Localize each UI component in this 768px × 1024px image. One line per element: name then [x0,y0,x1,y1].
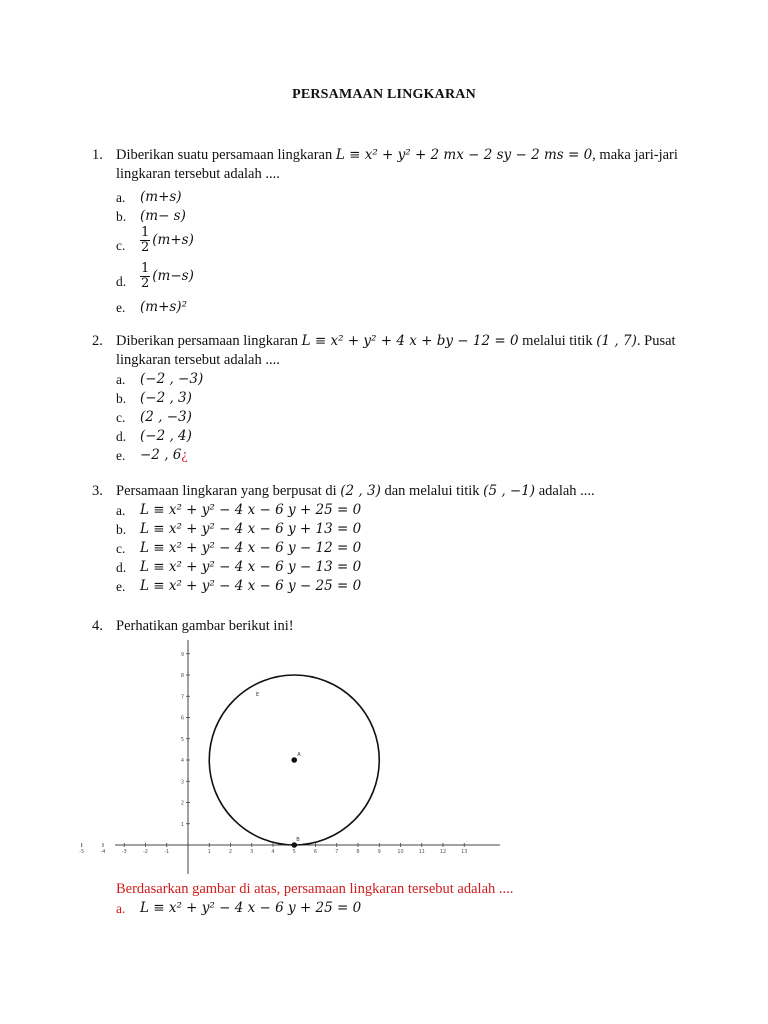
question-text-after: adalah .... [538,483,595,499]
x-tick-label: 9 [377,849,381,855]
option-c[interactable] [116,539,686,558]
option-label: c. [116,541,126,556]
option-value: (2 , −3) [140,409,192,425]
x-tick-label: 13 [461,849,468,855]
question-point-1: (2 , 3) [340,483,381,499]
option-label: a. [116,372,126,387]
option-value-tail: ¿ [181,447,188,463]
x-tick-label: -4 [100,849,106,855]
question-3 [92,482,686,596]
x-tick-label: -3 [121,849,127,855]
option-label: b. [116,209,127,224]
option-b[interactable] [116,389,686,408]
center-label: A [297,752,301,758]
y-tick-label: 6 [180,715,184,722]
option-label: e. [116,579,126,594]
x-tick-label: 4 [271,849,275,855]
question-text-before: Diberikan persamaan lingkaran [116,333,298,349]
option-b[interactable] [116,207,686,226]
y-tick-label: 2 [180,800,184,807]
edge-label: E [256,692,260,698]
x-tick-label: 5 [292,849,296,855]
fraction [140,262,150,291]
option-label: b. [116,522,127,537]
option-label: d. [116,429,127,444]
option-a[interactable] [116,501,686,520]
question-text-before: Diberikan suatu persamaan lingkaran [116,147,333,163]
option-value: −2 , 6 [140,447,182,463]
option-d[interactable] [116,262,686,298]
option-a[interactable] [116,899,686,918]
option-label: d. [116,274,127,289]
y-tick-label: 9 [180,651,184,658]
question-text-before: Persamaan lingkaran yang berpusat di [116,483,337,499]
question-number: 3. [92,483,103,499]
question-text [116,146,686,184]
y-tick-label: 8 [180,673,184,679]
option-a[interactable] [116,188,686,207]
option-value: (m+s) [152,232,194,248]
x-tick-label: 1 [207,849,211,855]
option-e[interactable] [116,577,686,596]
question-text-after: . Pusat lingkaran tersebut adalah .... [116,333,676,368]
question-1 [92,146,686,317]
tangent-point [291,842,297,848]
x-tick-label: 2 [228,849,233,855]
x-tick-label: 10 [397,849,404,855]
fraction-numerator: 1 [141,261,150,276]
x-tick-label: -5 [79,849,85,855]
option-value: (m+s)² [140,299,187,315]
x-tick-label: 12 [439,849,447,855]
question-text: Perhatikan gambar berikut ini! [116,618,294,634]
fraction [140,226,150,255]
question-number: 1. [92,147,103,163]
page-title: PERSAMAAN LINGKARAN [292,87,476,102]
question-text-after: , maka jari-jari lingkaran tersebut adalah .... [116,147,678,182]
question-4-prompt [92,880,686,918]
option-e[interactable] [116,298,686,317]
y-tick-label: 5 [180,736,184,743]
question-point-2: (5 , −1) [483,483,536,499]
option-d[interactable] [116,427,686,446]
option-value: (−2 , −3) [140,371,204,387]
question-equation: L ≡ x² + y² + 2 mx − 2 sy − 2 ms = 0 [335,147,593,163]
option-a[interactable] [116,370,686,389]
option-c[interactable] [116,226,686,262]
axis-ticks [79,652,467,855]
option-label: c. [116,410,126,425]
option-value: L ≡ x² + y² − 4 x − 6 y + 25 = 0 [140,900,362,916]
option-b[interactable] [116,520,686,539]
fraction-numerator: 1 [141,225,150,240]
option-label: d. [116,560,127,575]
option-label: e. [116,448,126,463]
option-label: a. [116,901,126,916]
question-2 [92,332,686,465]
tangent-label: B [296,837,300,843]
question-equation: L ≡ x² + y² + 4 x + by − 12 = 0 [301,333,519,349]
x-tick-label: -1 [164,849,170,855]
question-number: 2. [92,333,103,349]
option-c[interactable] [116,408,686,427]
option-value: (m−s) [152,268,194,284]
center-point [291,757,297,763]
question-prompt: Berdasarkan gambar di atas, persamaan lingkaran tersebut adalah .... [116,881,514,897]
fraction-denominator: 2 [141,276,150,291]
question-number: 4. [92,618,103,634]
option-value: L ≡ x² + y² − 4 x − 6 y + 25 = 0 [140,502,362,518]
option-value: (m+s) [140,189,182,205]
option-d[interactable] [116,558,686,577]
option-value: L ≡ x² + y² − 4 x − 6 y − 25 = 0 [140,578,362,594]
x-tick-label: 3 [250,849,254,855]
question-4 [92,617,686,636]
option-e[interactable] [116,446,686,465]
y-tick-label: 3 [180,779,184,786]
option-label: b. [116,391,127,406]
option-label: a. [116,503,126,518]
option-value: (−2 , 4) [140,428,192,444]
question-text [116,482,686,501]
x-tick-label: 7 [335,849,339,855]
x-tick-label: -2 [143,849,148,855]
question-text-mid: dan melalui titik [384,483,480,499]
fraction-denominator: 2 [141,240,150,255]
option-value: L ≡ x² + y² − 4 x − 6 y + 13 = 0 [140,521,362,537]
option-value: (−2 , 3) [140,390,192,406]
option-label: e. [116,300,126,315]
y-tick-label: 1 [180,821,184,828]
question-text-mid: melalui titik [522,333,593,349]
option-value: L ≡ x² + y² − 4 x − 6 y − 13 = 0 [140,559,362,575]
circle-figure [79,638,510,878]
question-text [116,332,686,370]
x-tick-label: 6 [313,849,318,855]
y-tick-label: 7 [180,694,184,701]
option-label: c. [116,238,126,253]
x-tick-label: 11 [418,849,425,855]
option-value: L ≡ x² + y² − 4 x − 6 y − 12 = 0 [140,540,362,556]
question-point: (1 , 7) [596,333,637,349]
option-label: a. [116,190,126,205]
y-tick-label: 4 [180,758,184,764]
x-tick-label: 8 [356,849,360,855]
option-value: (m− s) [140,208,186,224]
